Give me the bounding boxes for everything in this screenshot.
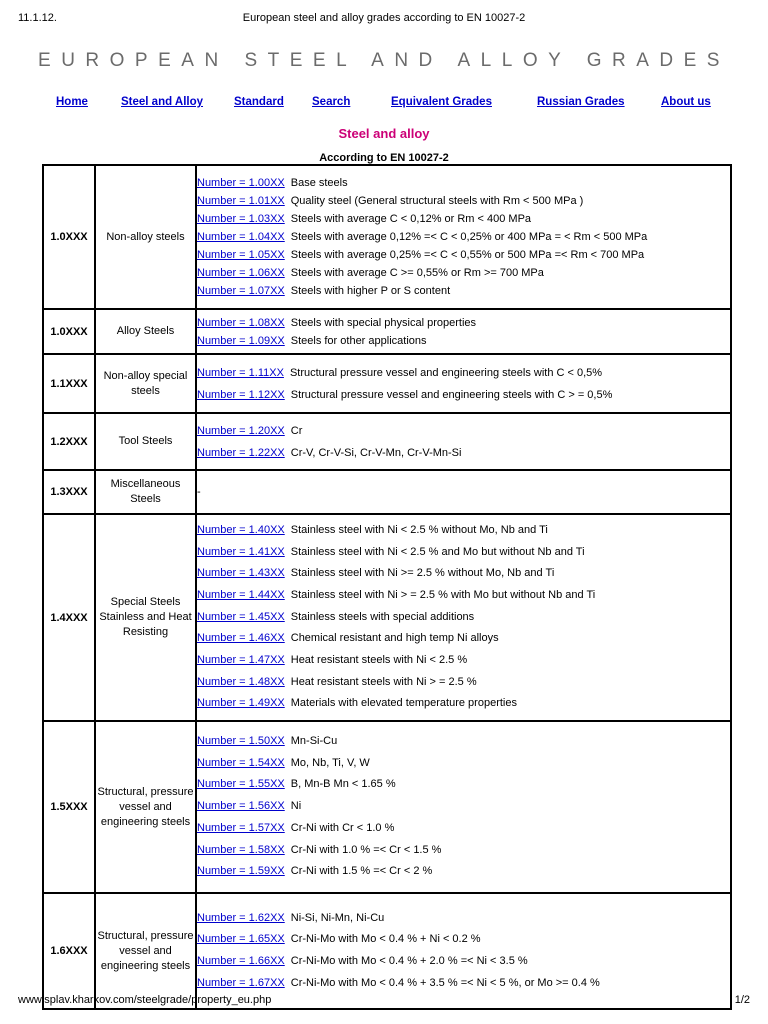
- grade-number-link[interactable]: Number = 1.44XX: [197, 588, 285, 601]
- grade-entry: [197, 672, 730, 694]
- print-footer: [0, 994, 768, 1008]
- group-entries: [196, 165, 731, 309]
- grade-description: Structural pressure vessel and engineering steels with C > = 0,5%: [290, 388, 613, 401]
- grade-description: Stainless steel with Ni >= 2.5 % without Mo, Nb and Ti: [290, 567, 555, 580]
- group-code: 1.3XXX: [43, 470, 95, 514]
- group-entries: [196, 514, 731, 721]
- grade-entry: [197, 840, 730, 862]
- group-entries: [196, 309, 731, 354]
- grade-number-link[interactable]: Number = 1.00XX: [197, 177, 285, 189]
- grade-entry: [197, 774, 730, 796]
- nav-about-us[interactable]: About us: [661, 96, 711, 108]
- grade-description: Structural pressure vessel and engineering steels with C < 0,5%: [289, 366, 603, 379]
- nav-equivalent-grades[interactable]: Equivalent Grades: [391, 96, 492, 108]
- grade-number-link[interactable]: Number = 1.47XX: [197, 654, 285, 667]
- main-nav: [0, 96, 768, 112]
- grade-entry: [197, 314, 730, 332]
- group-name: Special Steels Stainless and Heat Resisting: [95, 514, 196, 721]
- grade-entry: [197, 384, 730, 406]
- group-empty-value: -: [196, 470, 731, 514]
- nav-home[interactable]: Home: [56, 96, 88, 108]
- grade-entry: [197, 362, 730, 384]
- grade-description: Steels with special physical properties: [290, 316, 477, 329]
- grade-number-link[interactable]: Number = 1.55XX: [197, 778, 285, 791]
- group-name: Miscellaneous Steels: [95, 470, 196, 514]
- grade-entry: [197, 174, 730, 192]
- grade-number-link[interactable]: Number = 1.46XX: [197, 632, 285, 645]
- grade-number-link[interactable]: Number = 1.07XX: [197, 285, 285, 297]
- group-row: [43, 309, 731, 354]
- print-title: European steel and alloy grades according to EN 10027-2: [242, 12, 526, 24]
- grade-description: Stainless steel with Ni < 2.5 % without Mo, Nb and Ti: [290, 523, 548, 536]
- site-banner: EUROPEAN STEEL AND ALLOY GRADES: [38, 50, 730, 71]
- grade-description: Cr-Ni with Cr < 1.0 %: [290, 821, 395, 834]
- group-code: 1.1XXX: [43, 354, 95, 413]
- grade-number-link[interactable]: Number = 1.43XX: [197, 567, 285, 580]
- grade-entry: [197, 951, 730, 973]
- grade-number-link[interactable]: Number = 1.41XX: [197, 545, 285, 558]
- grade-description: Cr-V, Cr-V-Si, Cr-V-Mn, Cr-V-Mn-Si: [290, 446, 462, 459]
- grade-entry: [197, 192, 730, 210]
- grade-number-link[interactable]: Number = 1.03XX: [197, 213, 285, 225]
- grade-entry: [197, 796, 730, 818]
- grade-description: Ni-Si, Ni-Mn, Ni-Cu: [290, 911, 385, 924]
- grade-description: Cr-Ni with 1.5 % =< Cr < 2 %: [290, 865, 433, 878]
- nav-russian-grades[interactable]: Russian Grades: [537, 96, 625, 108]
- grade-entry: [197, 332, 730, 350]
- grade-description: Quality steel (General structural steels with Rm < 500 MPa ): [290, 195, 584, 207]
- grade-description: Cr-Ni-Mo with Mo < 0.4 % + 3.5 % =< Ni < 5 %, or Mo >= 0.4 %: [290, 976, 600, 989]
- group-entries: [196, 721, 731, 893]
- grade-number-link[interactable]: Number = 1.20XX: [197, 424, 285, 437]
- group-name: Structural, pressure vessel and engineering steels: [95, 893, 196, 1009]
- group-code: 1.0XXX: [43, 309, 95, 354]
- grade-entry: [197, 563, 730, 585]
- grade-entry: [197, 861, 730, 883]
- group-name: Non-alloy special steels: [95, 354, 196, 413]
- grade-description: Stainless steel with Ni > = 2.5 % with Mo but without Nb and Ti: [290, 588, 596, 601]
- grade-number-link[interactable]: Number = 1.49XX: [197, 697, 285, 710]
- grade-number-link[interactable]: Number = 1.56XX: [197, 800, 285, 813]
- grade-description: B, Mn-B Mn < 1.65 %: [290, 778, 396, 791]
- page-url: www.splav.kharkov.com/steelgrade/property_eu.php: [18, 994, 272, 1006]
- grade-number-link[interactable]: Number = 1.65XX: [197, 933, 285, 946]
- grade-entry: [197, 246, 730, 264]
- grade-number-link[interactable]: Number = 1.45XX: [197, 610, 285, 623]
- grade-description: Stainless steel with Ni < 2.5 % and Mo but without Nb and Ti: [290, 545, 585, 558]
- print-header: [0, 12, 768, 28]
- group-row: [43, 893, 731, 1009]
- group-name: Tool Steels: [95, 413, 196, 470]
- grade-entry: [197, 818, 730, 840]
- grade-number-link[interactable]: Number = 1.22XX: [197, 446, 285, 459]
- grade-description: Steels with average 0,12% =< C < 0,25% or 400 MPa = < Rm < 500 MPa: [290, 231, 648, 243]
- grade-number-link[interactable]: Number = 1.48XX: [197, 675, 285, 688]
- group-row: [43, 354, 731, 413]
- grade-number-link[interactable]: Number = 1.50XX: [197, 735, 285, 748]
- grade-number-link[interactable]: Number = 1.08XX: [197, 316, 285, 329]
- grade-number-link[interactable]: Number = 1.04XX: [197, 231, 285, 243]
- grade-number-link[interactable]: Number = 1.06XX: [197, 267, 285, 279]
- grade-description: Mn-Si-Cu: [290, 735, 338, 748]
- grade-entry: [197, 542, 730, 564]
- grade-number-link[interactable]: Number = 1.67XX: [197, 976, 285, 989]
- nav-standard[interactable]: Standard: [234, 96, 284, 108]
- grade-number-link[interactable]: Number = 1.09XX: [197, 334, 285, 347]
- grade-number-link[interactable]: Number = 1.66XX: [197, 955, 285, 967]
- group-name: Alloy Steels: [95, 309, 196, 354]
- group-entries: [196, 893, 731, 1009]
- standard-subtitle: According to EN 10027-2: [319, 152, 449, 164]
- group-row: [43, 413, 731, 470]
- grade-number-link[interactable]: Number = 1.54XX: [197, 756, 285, 769]
- group-code: 1.5XXX: [43, 721, 95, 893]
- grade-entry: [197, 520, 730, 542]
- grade-entry: [197, 210, 730, 228]
- nav-search[interactable]: Search: [312, 96, 351, 108]
- grade-description: Cr-Ni-Mo with Mo < 0.4 % + 2.0 % =< Ni < 3.5 %: [290, 955, 528, 967]
- group-code: 1.0XXX: [43, 165, 95, 309]
- nav-steel-and-alloy[interactable]: Steel and Alloy: [121, 96, 204, 108]
- grade-description: Steels with average 0,25% =< C < 0,55% or 500 MPa =< Rm < 700 MPa: [290, 249, 645, 261]
- grade-entry: [197, 929, 730, 951]
- group-entries: [196, 413, 731, 470]
- grade-entry: [197, 908, 730, 930]
- grade-entry: [197, 420, 730, 442]
- grade-number-link[interactable]: Number = 1.05XX: [197, 249, 285, 261]
- grades-table: [42, 164, 732, 1010]
- grade-description: Stainless steels with special additions: [290, 610, 475, 623]
- grade-entry: [197, 973, 730, 995]
- grade-description: Cr-Ni with 1.0 % =< Cr < 1.5 %: [290, 843, 442, 856]
- grade-number-link[interactable]: Number = 1.11XX: [197, 366, 284, 379]
- grade-description: Steels with higher P or S content: [290, 285, 451, 297]
- grade-description: Heat resistant steels with Ni < 2.5 %: [290, 654, 468, 667]
- group-code: 1.6XXX: [43, 893, 95, 1009]
- group-row: [43, 514, 731, 721]
- grade-description: Mo, Nb, Ti, V, W: [290, 756, 370, 769]
- group-row: [43, 470, 731, 514]
- grade-description: Chemical resistant and high temp Ni alloys: [290, 632, 499, 645]
- group-code: 1.2XXX: [43, 413, 95, 470]
- grade-entry: [197, 282, 730, 300]
- grade-description: Steels for other applications: [290, 334, 427, 347]
- grade-number-link[interactable]: Number = 1.59XX: [197, 865, 285, 878]
- group-name: Structural, pressure vessel and engineering steels: [95, 721, 196, 893]
- grade-description: Ni: [290, 800, 302, 813]
- grade-description: Cr-Ni-Mo with Mo < 0.4 % + Ni < 0.2 %: [290, 933, 481, 946]
- grade-number-link[interactable]: Number = 1.12XX: [197, 388, 285, 401]
- grade-description: Steels with average C >= 0,55% or Rm >= 700 MPa: [290, 267, 544, 279]
- group-entries: [196, 354, 731, 413]
- grade-description: Cr: [290, 424, 303, 437]
- grade-entry: [197, 585, 730, 607]
- grade-description: Base steels: [290, 177, 348, 189]
- grade-entry: [197, 264, 730, 282]
- grade-entry: [197, 628, 730, 650]
- grade-entry: [197, 650, 730, 672]
- grade-number-link[interactable]: Number = 1.40XX: [197, 523, 285, 536]
- grade-entry: [197, 228, 730, 246]
- grade-number-link[interactable]: Number = 1.62XX: [197, 911, 285, 924]
- grade-number-link[interactable]: Number = 1.01XX: [197, 195, 285, 207]
- grade-entry: [197, 693, 730, 715]
- grade-description: Heat resistant steels with Ni > = 2.5 %: [290, 675, 477, 688]
- group-row: [43, 165, 731, 309]
- group-name: Non-alloy steels: [95, 165, 196, 309]
- grade-description: Steels with average C < 0,12% or Rm < 400 MPa: [290, 213, 532, 225]
- grade-number-link[interactable]: Number = 1.57XX: [197, 821, 285, 834]
- group-code: 1.4XXX: [43, 514, 95, 721]
- grade-entry: [197, 753, 730, 775]
- section-title: Steel and alloy: [338, 126, 430, 141]
- grade-entry: [197, 607, 730, 629]
- grade-number-link[interactable]: Number = 1.58XX: [197, 843, 285, 856]
- grade-description: Materials with elevated temperature properties: [290, 697, 517, 710]
- group-row: [43, 721, 731, 893]
- grade-entry: [197, 442, 730, 464]
- page-number: 1/2: [734, 994, 750, 1006]
- print-date: 11.1.12.: [18, 12, 57, 24]
- grade-entry: [197, 731, 730, 753]
